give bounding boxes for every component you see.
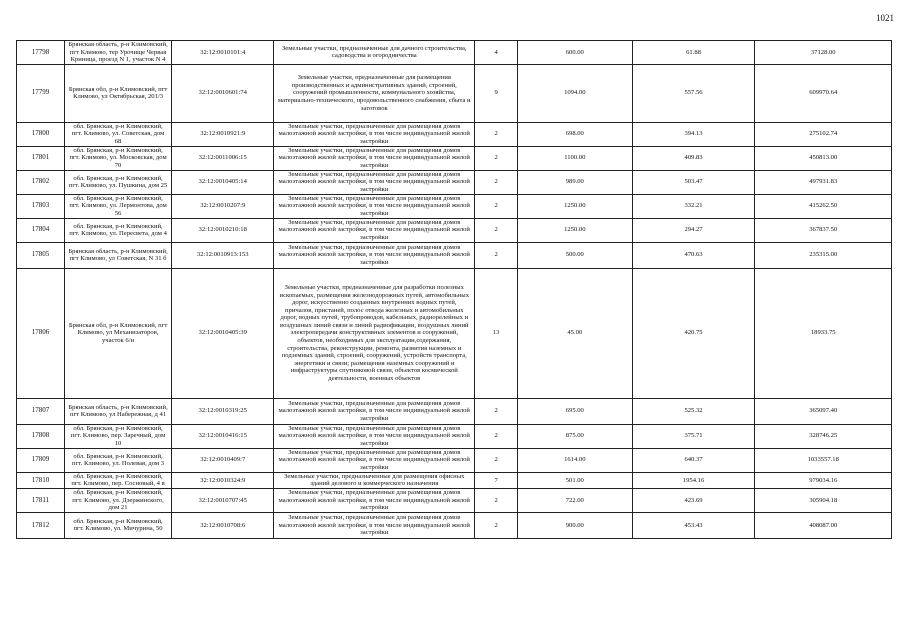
row-area: 45.00	[518, 268, 633, 398]
row-area: 501.00	[518, 472, 633, 488]
row-specific-value: 470.63	[632, 242, 755, 268]
row-cadastral-value: 1033557.18	[755, 448, 892, 472]
row-cadastral-value: 450813.00	[755, 146, 892, 170]
row-cadastral-value: 497931.83	[755, 170, 892, 194]
row-specific-value: 394.13	[632, 122, 755, 146]
row-land-use: Земельные участки, предназначенные для размещения домов малоэтажной жилой застройки, в том числе индивидуальной жилой застройки	[274, 146, 475, 170]
row-address: обл. Брянская, р-н Климовский, пгт. Климово, ул. Лермонтова, дом 56	[64, 194, 171, 218]
row-area: 989.00	[518, 170, 633, 194]
row-group: 2	[475, 512, 518, 538]
table-row	[17, 64, 892, 122]
row-group: 2	[475, 146, 518, 170]
row-specific-value: 332.21	[632, 194, 755, 218]
table-row	[17, 41, 892, 65]
row-group: 4	[475, 41, 518, 65]
row-group: 13	[475, 268, 518, 398]
row-number: 17799	[17, 64, 65, 122]
row-address: обл. Брянская, р-н Климовский, пгт. Климово, ул. Пересвета, дом 4	[64, 218, 171, 242]
table-row	[17, 424, 892, 448]
row-cadastral-value: 18933.75	[755, 268, 892, 398]
row-land-use: Земельные участки, предназначенные для размещения домов малоэтажной жилой застройки, в том числе индивидуальной жилой застройки	[274, 218, 475, 242]
row-number: 17812	[17, 512, 65, 538]
table-row	[17, 488, 892, 512]
row-area: 600.00	[518, 41, 633, 65]
row-group: 9	[475, 64, 518, 122]
row-area: 1250.00	[518, 218, 633, 242]
row-area: 1614.00	[518, 448, 633, 472]
row-cadastral-number: 32:12:0010707:45	[172, 488, 274, 512]
table-row	[17, 398, 892, 424]
row-cadastral-number: 32:12:0010210:18	[172, 218, 274, 242]
row-specific-value: 420.75	[632, 268, 755, 398]
row-number: 17809	[17, 448, 65, 472]
row-area: 1250.00	[518, 194, 633, 218]
row-specific-value: 557.56	[632, 64, 755, 122]
row-land-use: Земельные участки, предназначенные для размещения домов малоэтажной жилой застройки, в том числе индивидуальной жилой застройки	[274, 448, 475, 472]
row-cadastral-number: 32:12:0010405:14	[172, 170, 274, 194]
row-area: 875.00	[518, 424, 633, 448]
row-group: 2	[475, 398, 518, 424]
row-cadastral-number: 32:12:0010101:4	[172, 41, 274, 65]
row-specific-value: 640.37	[632, 448, 755, 472]
table-row	[17, 268, 892, 398]
row-number: 17802	[17, 170, 65, 194]
table-row	[17, 122, 892, 146]
row-number: 17803	[17, 194, 65, 218]
table-row	[17, 218, 892, 242]
row-area: 695.00	[518, 398, 633, 424]
row-cadastral-value: 415262.50	[755, 194, 892, 218]
row-address: Брянская обл, р-н Климовский, пгт Климово, ул Механизаторов, участок 6/н	[64, 268, 171, 398]
row-land-use: Земельные участки, предназначенные для размещения домов малоэтажной жилой застройки, в том числе индивидуальной жилой застройки	[274, 242, 475, 268]
row-group: 7	[475, 472, 518, 488]
row-number: 17798	[17, 41, 65, 65]
row-address: Брянская область, р-н Климовский, пгт Климово, ул Набережная, д 41	[64, 398, 171, 424]
table-row	[17, 512, 892, 538]
row-land-use: Земельные участки, предназначенные для разработки полезных ископаемых, размещения железнодорожных путей, автомобильных дорог, искусственно созданных внутренних водных путей, причалов, пристаней, полос отвода железных и автомобильных дорог, водных путей, трубопроводов, кабельных, радиорелейных и воздушных линий связи и линий радиофикации, воздушных линий электропередачи конструктивных элементов и сооружений, объектов, необходимых для эксплуатации,содержания, строительства, реконструкции, ремонта, развития наземных и подземных зданий, строений, сооружений, устройств транспорта, энергетики и связи; размещения наземных сооружений и инфраструктуры спутниковой связи, объектов космической деятельности, военных объектов	[274, 268, 475, 398]
row-land-use: Земельные участки, предназначенные для размещения домов малоэтажной жилой застройки, в том числе индивидуальной жилой застройки	[274, 398, 475, 424]
row-land-use: Земельные участки, предназначенные для размещения домов малоэтажной жилой застройки, в том числе индивидуальной жилой застройки	[274, 194, 475, 218]
row-cadastral-value: 979034.16	[755, 472, 892, 488]
row-specific-value: 409.83	[632, 146, 755, 170]
row-address: Брянская область, р-н Климовский, пгт Климово, ул Советская, N 31 б	[64, 242, 171, 268]
row-area: 900.00	[518, 512, 633, 538]
row-cadastral-number: 32:12:0010324:9	[172, 472, 274, 488]
row-cadastral-value: 275102.74	[755, 122, 892, 146]
row-number: 17806	[17, 268, 65, 398]
page-number: 1021	[876, 13, 894, 23]
row-cadastral-number: 32:12:0011006:15	[172, 146, 274, 170]
row-number: 17808	[17, 424, 65, 448]
row-group: 2	[475, 242, 518, 268]
row-land-use: Земельные участки, предназначенные для размещения домов малоэтажной жилой застройки, в том числе индивидуальной жилой застройки	[274, 488, 475, 512]
row-group: 2	[475, 448, 518, 472]
row-number: 17804	[17, 218, 65, 242]
row-land-use: Земельные участки, предназначенные для размещения офисных зданий делового и коммерческого назначения	[274, 472, 475, 488]
row-land-use: Земельные участки, предназначенные для размещения домов малоэтажной жилой застройки, в том числе индивидуальной жилой застройки	[274, 122, 475, 146]
row-area: 722.00	[518, 488, 633, 512]
row-address: обл. Брянская, р-н Климовский, пгт. Климово, ул. Дзержинского, дом 21	[64, 488, 171, 512]
row-group: 2	[475, 218, 518, 242]
row-specific-value: 294.27	[632, 218, 755, 242]
row-number: 17810	[17, 472, 65, 488]
row-area: 698.00	[518, 122, 633, 146]
row-cadastral-value: 328746.25	[755, 424, 892, 448]
row-area: 500.00	[518, 242, 633, 268]
row-cadastral-number: 32:12:0010207:9	[172, 194, 274, 218]
row-group: 2	[475, 194, 518, 218]
row-cadastral-number: 32:12:0010409:7	[172, 448, 274, 472]
row-address: обл. Брянская, р-н Климовский, пгт. Климово, пер. Заречный, дом 10	[64, 424, 171, 448]
row-specific-value: 503.47	[632, 170, 755, 194]
row-cadastral-number: 32:12:0010319:25	[172, 398, 274, 424]
table-row	[17, 194, 892, 218]
row-address: обл. Брянская, р-н Климовский, пгт. Климово, ул. Московская, дом 70	[64, 146, 171, 170]
table-row	[17, 146, 892, 170]
row-cadastral-number: 32:12:0010708:6	[172, 512, 274, 538]
row-cadastral-number: 32:12:0010913:153	[172, 242, 274, 268]
row-group: 2	[475, 424, 518, 448]
row-specific-value: 423.69	[632, 488, 755, 512]
row-land-use: Земельные участки, предназначенные для размещения домов малоэтажной жилой застройки, в том числе индивидуальной жилой застройки	[274, 424, 475, 448]
row-address: обл. Брянская, р-н Климовский, пгт. Климово, ул. Мичурина, 50	[64, 512, 171, 538]
row-land-use: Земельные участки, предназначенные для дачного строительства, садоводства и огородничества	[274, 41, 475, 65]
row-specific-value: 525.32	[632, 398, 755, 424]
row-cadastral-value: 365097.40	[755, 398, 892, 424]
row-group: 2	[475, 122, 518, 146]
row-cadastral-value: 367837.50	[755, 218, 892, 242]
row-cadastral-number: 32:12:0010405:39	[172, 268, 274, 398]
row-number: 17800	[17, 122, 65, 146]
row-specific-value: 375.71	[632, 424, 755, 448]
row-land-use: Земельные участки, предназначенные для размещения производственных и административных зданий, строений, сооружений промышленности, коммунального хозяйства, материально-технического, продовольственного снабжения, сбыта и заготовок	[274, 64, 475, 122]
row-address: Брянская область, р-н Климовский, пгт Климово, тер Урочище Червая Криница, проезд N 1, участок N 4	[64, 41, 171, 65]
row-group: 2	[475, 170, 518, 194]
row-cadastral-value: 609970.64	[755, 64, 892, 122]
row-specific-value: 453.43	[632, 512, 755, 538]
row-address: обл. Брянская, р-н Климовский, пгт. Климово, ул. Советская, дом 68	[64, 122, 171, 146]
row-land-use: Земельные участки, предназначенные для размещения домов малоэтажной жилой застройки, в том числе индивидуальной жилой застройки	[274, 170, 475, 194]
row-land-use: Земельные участки, предназначенные для размещения домов малоэтажной жилой застройки, в том числе индивидуальной жилой застройки	[274, 512, 475, 538]
row-address: обл. Брянская, р-н Климовский, пгт. Климово, ул. Полевая, дом 3	[64, 448, 171, 472]
table-row	[17, 242, 892, 268]
row-cadastral-number: 32:12:0010921:9	[172, 122, 274, 146]
row-number: 17801	[17, 146, 65, 170]
table-row	[17, 448, 892, 472]
row-address: обл. Брянская, р-н Климовский, пгт. Климово, ул. Пушкина, дом 25	[64, 170, 171, 194]
row-group: 2	[475, 488, 518, 512]
row-cadastral-number: 32:12:0010416:15	[172, 424, 274, 448]
row-address: Брянская обл, р-н Климовский, пгт Климово, ул Октябрьская, 201/3	[64, 64, 171, 122]
table-row	[17, 170, 892, 194]
row-specific-value: 1954.16	[632, 472, 755, 488]
row-area: 1094.00	[518, 64, 633, 122]
row-number: 17807	[17, 398, 65, 424]
row-cadastral-number: 32:12:0010601:74	[172, 64, 274, 122]
row-area: 1100.00	[518, 146, 633, 170]
table-row	[17, 472, 892, 488]
cadastral-value-table	[16, 40, 892, 539]
row-number: 17811	[17, 488, 65, 512]
row-cadastral-value: 408087.00	[755, 512, 892, 538]
row-cadastral-value: 235315.00	[755, 242, 892, 268]
row-cadastral-value: 305904.18	[755, 488, 892, 512]
row-cadastral-value: 37128.00	[755, 41, 892, 65]
row-specific-value: 61.88	[632, 41, 755, 65]
row-number: 17805	[17, 242, 65, 268]
row-address: обл. Брянская, р-н Климовский, пгт. Климово, пер. Сосновый, 4 в	[64, 472, 171, 488]
